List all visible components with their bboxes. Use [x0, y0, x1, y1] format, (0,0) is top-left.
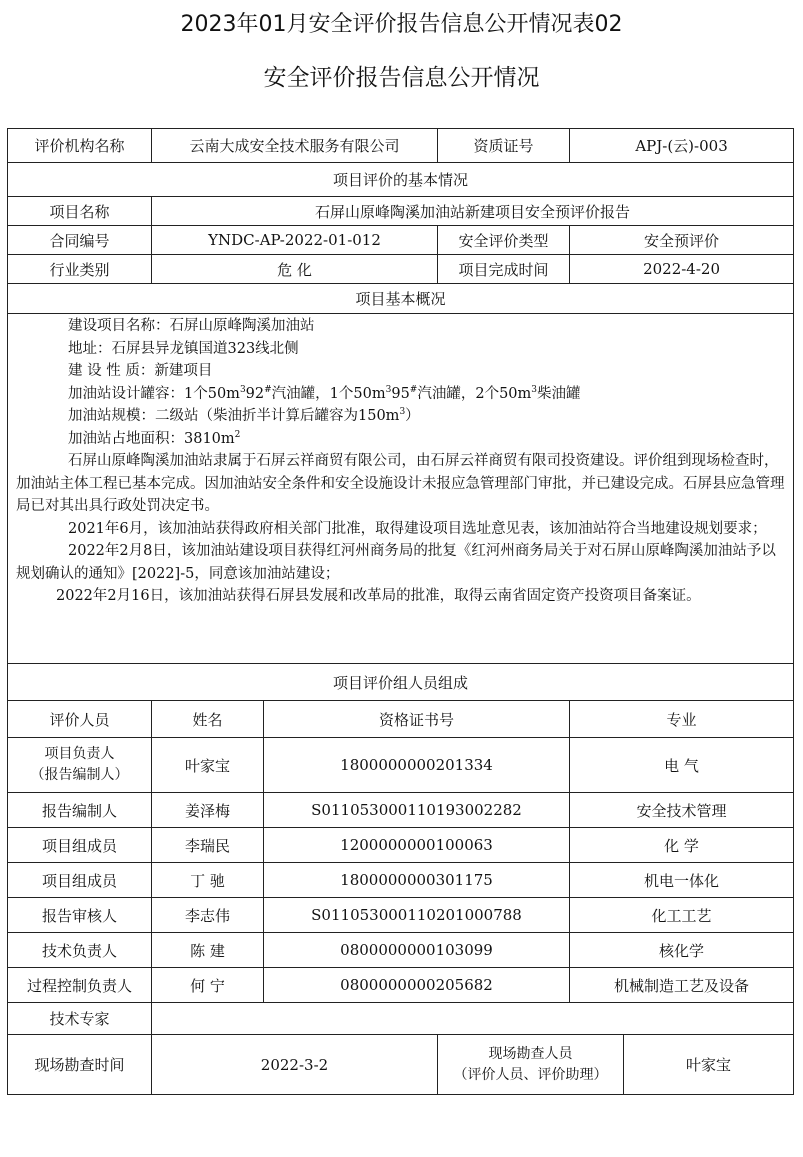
team-row [8, 793, 794, 828]
scale-text: 加油站规模：二级站（柴油折半计算后罐容为150m [68, 408, 400, 424]
site-time-label: 现场勘查时间 [8, 1035, 152, 1095]
site-staff-label-line: （评价人员、评价助理） [453, 1066, 608, 1083]
team-header: 资格证书号 [264, 701, 570, 738]
tank-sup: 3 [385, 384, 392, 395]
tank-sup: 3 [239, 384, 246, 395]
team-major: 机电一体化 [570, 863, 794, 898]
team-header: 专业 [570, 701, 794, 738]
team-row [8, 933, 794, 968]
overview-paragraph: 2021年6月，该加油站获得政府相关部门批准，取得建设项目选址意见表，该加油站符合当地建设规划要求； [68, 520, 767, 537]
team-cert: S011053000110193002282 [264, 793, 570, 828]
expert-value [152, 1003, 794, 1035]
team-header-row [8, 701, 794, 738]
team-header: 评价人员 [8, 701, 152, 738]
table-row [8, 129, 794, 163]
team-row [8, 738, 794, 793]
team-row [8, 898, 794, 933]
team-major: 电 气 [570, 738, 794, 793]
area-text: 加油站占地面积：3810m [68, 430, 235, 447]
team-role: 项目组成员 [8, 828, 152, 863]
tank-text: 柴油罐 [537, 385, 581, 402]
scale-text: ） [405, 408, 420, 424]
org-label: 评价机构名称 [8, 129, 152, 163]
overview-line: 地址：石屏县异龙镇国道323线北侧 [68, 340, 299, 357]
tank-text: 汽油罐，2个50m [417, 385, 532, 402]
team-name: 陈 建 [152, 933, 264, 968]
industry-value: 危 化 [152, 255, 438, 284]
team-role: 项目组成员 [8, 863, 152, 898]
tank-sup: # [264, 384, 272, 395]
org-value: 云南大成安全技术服务有限公司 [152, 129, 438, 163]
contract-value: YNDC-AP-2022-01-012 [152, 226, 438, 255]
site-staff-value: 叶家宝 [624, 1035, 794, 1095]
team-cert: 0800000000205682 [264, 968, 570, 1003]
team-header: 姓名 [152, 701, 264, 738]
page-subtitle: 安全评价报告信息公开情况 [263, 65, 540, 91]
team-major: 安全技术管理 [570, 793, 794, 828]
overview-paragraph: 2022年2月16日，该加油站获得石屏县发展和改革局的批准，取得云南省固定资产投资项目备案证。 [56, 588, 701, 604]
team-cert: 1800000000301175 [264, 863, 570, 898]
area-sup: 2 [234, 429, 241, 440]
industry-label: 行业类别 [8, 255, 152, 284]
tank-text: 95 [391, 385, 410, 402]
scale-sup: 3 [399, 407, 406, 418]
disclosure-table [7, 128, 794, 1095]
eval-type-label: 安全评价类型 [438, 226, 570, 255]
team-row [8, 968, 794, 1003]
table-row [8, 1003, 794, 1035]
overview-section-heading: 项目基本概况 [8, 284, 794, 314]
site-staff-label [438, 1035, 624, 1095]
team-major: 化 学 [570, 828, 794, 863]
tank-sup: # [409, 384, 418, 395]
team-major: 核化学 [570, 933, 794, 968]
team-major: 机械制造工艺及设备 [570, 968, 794, 1003]
team-role-line: 项目负责人 [44, 746, 115, 762]
table-row [8, 226, 794, 255]
team-role: 报告审核人 [8, 898, 152, 933]
page-title: 2023年01月安全评价报告信息公开情况表02 [180, 12, 623, 37]
tank-sup: 3 [531, 384, 538, 395]
overview-line: 建设项目名称：石屏山原峰陶溪加油站 [68, 318, 315, 334]
overview-scale [16, 405, 787, 428]
eval-type-value: 安全预评价 [570, 226, 794, 255]
expert-label: 技术专家 [8, 1003, 152, 1035]
cert-value: APJ-(云)-003 [570, 129, 794, 163]
team-cert: 1800000000201334 [264, 738, 570, 793]
team-major: 化工工艺 [570, 898, 794, 933]
basic-section-heading: 项目评价的基本情况 [8, 163, 794, 197]
table-row [8, 197, 794, 226]
table-row [8, 664, 794, 701]
site-time-value: 2022-3-2 [152, 1035, 438, 1095]
overview-paragraph: 石屏山原峰陶溪加油站隶属于石屏云祥商贸有限公司，由石屏云祥商贸有限司投资建设。评价组到现场检查时，加油站主体工程已基本完成。因加油站安全条件和安全设施设计未报应急管理部门审批，并已建设完成。石屏县应急管理局已对其出具行政处罚决定书。 [16, 453, 785, 514]
cert-label: 资质证号 [438, 129, 570, 163]
finish-time-label: 项目完成时间 [438, 255, 570, 284]
project-name-label: 项目名称 [8, 197, 152, 226]
team-name: 李瑞民 [152, 828, 264, 863]
team-name: 姜泽梅 [152, 793, 264, 828]
team-section-heading: 项目评价组人员组成 [8, 664, 794, 701]
table-row [8, 255, 794, 284]
team-row [8, 863, 794, 898]
team-role [8, 738, 152, 793]
project-name-value: 石屏山原峰陶溪加油站新建项目安全预评价报告 [152, 197, 794, 226]
team-cert: S011053000110201000788 [264, 898, 570, 933]
team-cert: 0800000000103099 [264, 933, 570, 968]
tank-text: 92 [245, 385, 265, 402]
table-row [8, 1035, 794, 1095]
team-name: 何 宁 [152, 968, 264, 1003]
team-row [8, 828, 794, 863]
contract-label: 合同编号 [8, 226, 152, 255]
project-overview [8, 314, 794, 664]
team-cert: 1200000000100063 [264, 828, 570, 863]
team-role: 过程控制负责人 [8, 968, 152, 1003]
team-name: 叶家宝 [152, 738, 264, 793]
finish-time-value: 2022-4-20 [570, 255, 794, 284]
table-row [8, 314, 794, 664]
overview-area [16, 428, 787, 451]
overview-tank-capacity [16, 383, 787, 406]
tank-text: 汽油罐，1个50m [271, 385, 386, 402]
table-row [8, 284, 794, 314]
team-role: 报告编制人 [8, 793, 152, 828]
team-name: 李志伟 [152, 898, 264, 933]
team-name: 丁 驰 [152, 863, 264, 898]
table-row [8, 163, 794, 197]
overview-paragraph: 2022年2月8日，该加油站建设项目获得红河州商务局的批复《红河州商务局关于对石屏山原峰陶溪加油站予以规划确认的通知》[2022]-5，同意该加油站建设； [16, 543, 776, 582]
team-role: 技术负责人 [8, 933, 152, 968]
team-role-line: （报告编制人） [30, 767, 129, 783]
site-staff-label-line: 现场勘查人员 [488, 1045, 573, 1062]
tank-text: 加油站设计罐容：1个50m [68, 385, 240, 402]
overview-line: 建 设 性 质：新建项目 [68, 363, 213, 379]
